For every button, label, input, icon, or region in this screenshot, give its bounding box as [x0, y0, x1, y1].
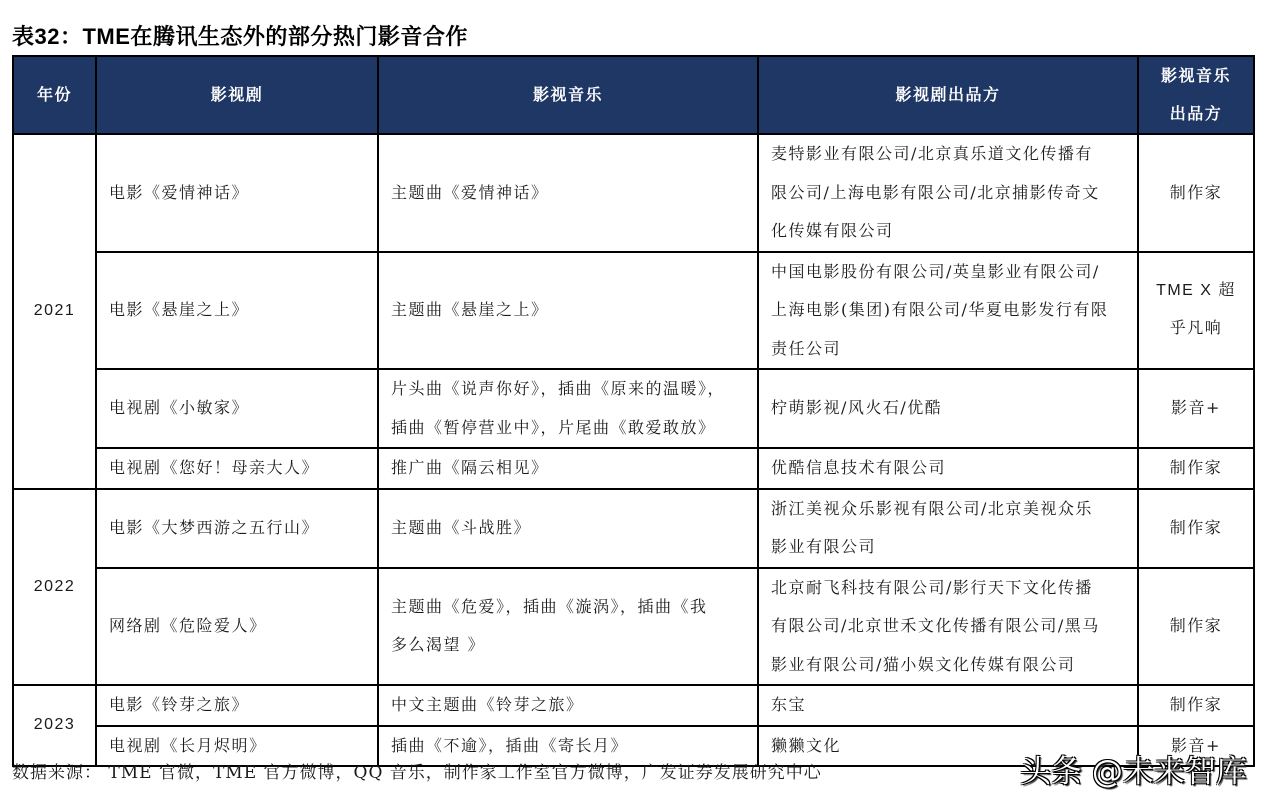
music-producer-line: 制作家 [1169, 182, 1223, 202]
producer-line: 影业有限公司 [771, 537, 877, 556]
header-music-producer-line2: 出品方 [1169, 104, 1223, 123]
source-label: 数据来源： [12, 763, 102, 783]
music-producer-cell [1138, 489, 1254, 568]
table-row [13, 252, 1254, 370]
producer-cell [758, 252, 1138, 370]
music-line: 主题曲《悬崖之上》 [391, 300, 549, 319]
drama-cell: 电影《大梦西游之五行山》 [96, 489, 378, 568]
year-cell: 2023 [13, 685, 96, 766]
header-producer: 影视剧出品方 [758, 56, 1138, 134]
music-cell [378, 369, 758, 448]
table-row [13, 448, 1254, 489]
music-producer-line: 制作家 [1169, 458, 1223, 477]
music-producer-line: 制作家 [1169, 695, 1223, 714]
producer-cell [758, 489, 1138, 568]
music-producer-line: 制作家 [1169, 517, 1223, 537]
music-producer-cell [1138, 134, 1254, 252]
music-producer-cell [1138, 448, 1254, 489]
producer-line: 麦特影业有限公司/北京真乐道文化传播有 [771, 144, 1093, 163]
producer-line: 中国电影股份有限公司/英皇影业有限公司/ [771, 261, 1100, 281]
header-drama: 影视剧 [96, 56, 378, 134]
music-cell [378, 568, 758, 686]
table-row [13, 134, 1254, 252]
music-line: 插曲《暂停营业中》，片尾曲《敢爱敢放》 [391, 417, 716, 437]
music-producer-line: 影音+ [1171, 398, 1221, 418]
producer-line: 东宝 [771, 695, 807, 714]
producer-line: 有限公司/北京世禾文化传播有限公司/黑马 [771, 616, 1100, 635]
drama-cell: 电视剧《小敏家》 [96, 369, 378, 448]
year-cell: 2021 [13, 134, 96, 489]
producer-cell [758, 369, 1138, 448]
music-line: 主题曲《危爱》，插曲《漩涡》，插曲《我 [391, 596, 708, 616]
cooperation-table [12, 55, 1255, 767]
drama-cell: 网络剧《危险爱人》 [96, 568, 378, 686]
music-line: 中文主题曲《铃芽之旅》 [391, 695, 584, 714]
table-title: 表32：TME在腾讯生态外的部分热门影音合作 [12, 24, 468, 49]
music-producer-cell [1138, 568, 1254, 686]
producer-line: 优酷信息技术有限公司 [771, 458, 947, 477]
drama-cell: 电影《铃芽之旅》 [96, 685, 378, 726]
music-line: 主题曲《斗战胜》 [391, 517, 532, 537]
source-text: TME 官微，TME 官方微博，QQ 音乐，制作家工作室官方微博，广发证券发展研究中心 [108, 763, 822, 783]
producer-line: 化传媒有限公司 [771, 221, 894, 240]
music-line: 插曲《不逾》，插曲《寄长月》 [391, 735, 629, 755]
producer-cell [758, 685, 1138, 726]
producer-cell [758, 134, 1138, 252]
music-producer-line: TME X 超 [1156, 281, 1236, 299]
music-line: 推广曲《隔云相见》 [391, 458, 549, 477]
music-producer-cell [1138, 685, 1254, 726]
source-note [12, 758, 822, 783]
drama-cell: 电影《爱情神话》 [96, 134, 378, 252]
music-line: 多么渴望 》 [391, 635, 486, 655]
drama-cell: 电视剧《长月烬明》 [96, 726, 378, 767]
table-row [13, 369, 1254, 448]
header-music-producer-line1: 影视音乐 [1160, 66, 1231, 85]
drama-cell: 电影《悬崖之上》 [96, 252, 378, 370]
producer-line: 影业有限公司/猫小娱文化传媒有限公司 [771, 654, 1076, 674]
producer-line: 责任公司 [771, 338, 842, 358]
music-line: 主题曲《爱情神话》 [391, 182, 549, 202]
music-line: 片头曲《说声你好》，插曲《原来的温暖》， [391, 379, 726, 398]
producer-line: 柠萌影视/风火石/优酷 [771, 398, 943, 418]
music-producer-line: 制作家 [1169, 616, 1223, 635]
producer-cell [758, 448, 1138, 489]
producer-line: 獭獭文化 [771, 735, 842, 755]
table-row [13, 685, 1254, 726]
watermark: 头条 @未来智库 [1020, 754, 1247, 790]
music-cell [378, 489, 758, 568]
header-music-producer [1138, 56, 1254, 134]
producer-line: 北京耐飞科技有限公司/影行天下文化传播 [771, 577, 1093, 597]
music-cell [378, 134, 758, 252]
music-producer-line: 影音+ [1171, 735, 1221, 755]
header-music: 影视音乐 [378, 56, 758, 134]
producer-cell [758, 568, 1138, 686]
music-cell [378, 252, 758, 370]
header-year: 年份 [13, 56, 96, 134]
music-producer-line: 乎凡响 [1169, 320, 1223, 338]
music-producer-cell [1138, 369, 1254, 448]
music-cell [378, 685, 758, 726]
producer-line: 浙江美视众乐影视有限公司/北京美视众乐 [771, 498, 1093, 518]
table-row [13, 489, 1254, 568]
table-header-row [13, 56, 1254, 134]
table-row [13, 568, 1254, 686]
music-cell [378, 448, 758, 489]
music-producer-cell [1138, 252, 1254, 370]
producer-line: 限公司/上海电影有限公司/北京捕影传奇文 [771, 182, 1100, 202]
year-cell: 2022 [13, 489, 96, 686]
drama-cell: 电视剧《您好！母亲大人》 [96, 448, 378, 489]
producer-line: 上海电影(集团)有限公司/华夏电影发行有限 [771, 300, 1109, 319]
